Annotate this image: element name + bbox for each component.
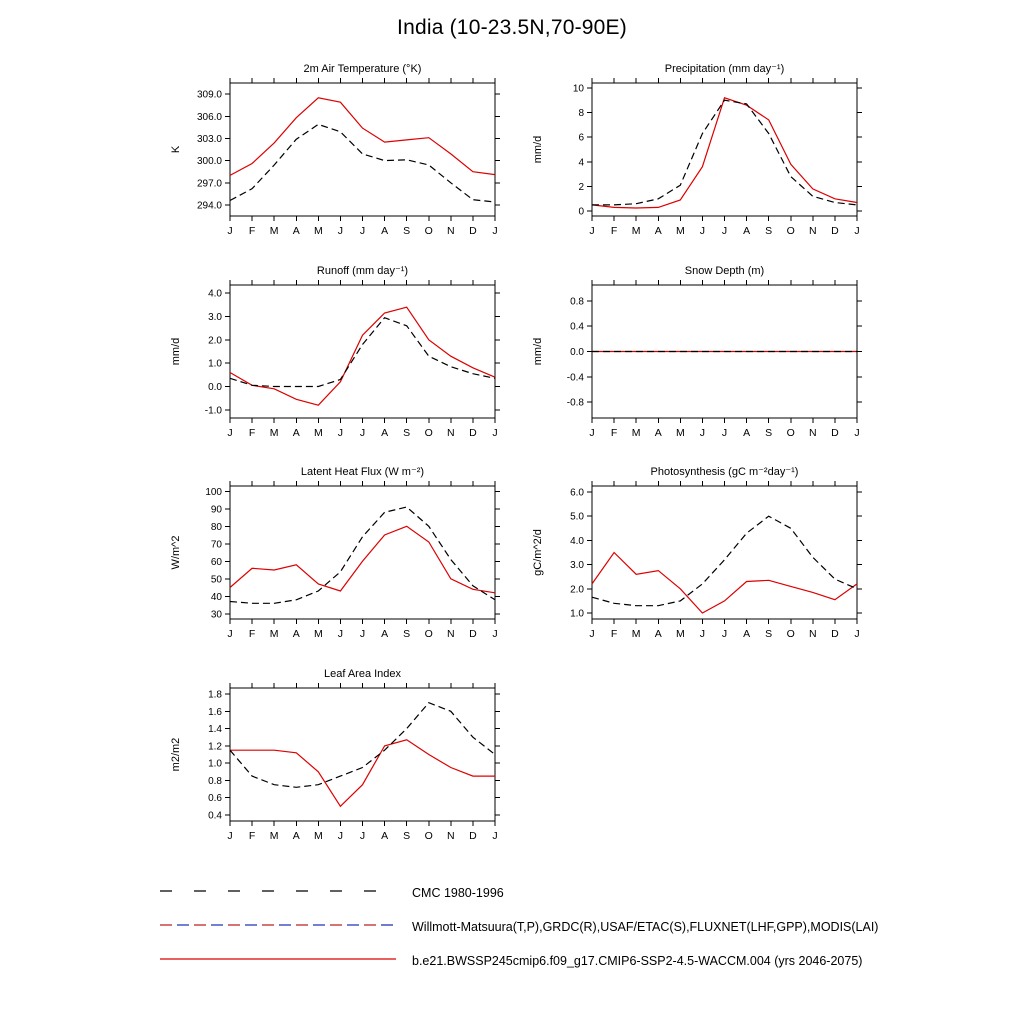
svg-text:J: J (699, 225, 706, 237)
svg-text:F: F (610, 628, 618, 640)
svg-text:3.0: 3.0 (570, 560, 584, 572)
svg-text:N: N (447, 427, 455, 439)
svg-text:M: M (313, 628, 323, 640)
svg-text:297.0: 297.0 (196, 178, 222, 190)
chart-title: Latent Heat Flux (W m⁻²) (300, 466, 425, 478)
svg-text:J: J (337, 427, 344, 439)
model-line (592, 98, 857, 208)
svg-text:S: S (765, 628, 773, 640)
svg-text:1.8: 1.8 (208, 689, 222, 701)
svg-text:0: 0 (578, 206, 584, 218)
svg-text:N: N (809, 427, 817, 439)
chart-svg (527, 260, 867, 465)
svg-text:O: O (424, 427, 433, 439)
svg-text:S: S (403, 427, 411, 439)
svg-text:M: M (269, 628, 279, 640)
svg-text:D: D (831, 628, 839, 640)
svg-text:J: J (359, 830, 366, 842)
svg-text:J: J (227, 225, 233, 237)
svg-text:A: A (743, 427, 751, 439)
svg-text:8: 8 (578, 108, 584, 120)
dashed-line-sample-obs (158, 918, 398, 936)
svg-text:A: A (292, 225, 300, 237)
model-line (230, 307, 495, 405)
svg-text:N: N (447, 628, 455, 640)
dashed-line-sample-cmc (158, 884, 398, 902)
svg-text:J: J (721, 427, 728, 439)
svg-text:0.4: 0.4 (570, 321, 584, 333)
svg-text:M: M (675, 628, 685, 640)
observation-line (592, 100, 857, 205)
panel-latent-heat-flux (165, 461, 505, 666)
svg-text:F: F (248, 427, 256, 439)
svg-text:10: 10 (572, 83, 584, 95)
svg-text:J: J (699, 628, 706, 640)
observation-line (230, 507, 495, 603)
svg-text:5.0: 5.0 (570, 511, 584, 523)
svg-text:N: N (809, 225, 817, 237)
svg-text:J: J (492, 427, 498, 439)
panel-runoff (165, 260, 505, 465)
svg-text:0.6: 0.6 (208, 793, 222, 805)
svg-text:J: J (854, 628, 860, 640)
svg-text:0.4: 0.4 (208, 810, 222, 822)
svg-text:D: D (469, 830, 477, 842)
svg-text:J: J (492, 628, 498, 640)
svg-text:50: 50 (210, 574, 222, 586)
svg-text:30: 30 (210, 609, 222, 621)
svg-text:M: M (313, 225, 323, 237)
svg-text:6: 6 (578, 132, 584, 144)
legend-row-obs (158, 910, 1018, 944)
svg-text:1.2: 1.2 (208, 741, 222, 753)
svg-text:S: S (403, 225, 411, 237)
chart-svg (165, 260, 505, 465)
svg-text:O: O (786, 628, 795, 640)
svg-text:M: M (313, 830, 323, 842)
svg-text:M: M (269, 225, 279, 237)
chart-title: Leaf Area Index (323, 668, 402, 680)
svg-text:J: J (227, 427, 233, 439)
svg-text:J: J (337, 628, 344, 640)
svg-text:M: M (675, 225, 685, 237)
svg-text:2.0: 2.0 (208, 335, 222, 347)
svg-text:1.6: 1.6 (208, 706, 222, 718)
observation-line (230, 318, 495, 387)
svg-text:70: 70 (210, 539, 222, 551)
panel-photosynthesis (527, 461, 867, 666)
chart-svg (165, 58, 505, 263)
svg-text:J: J (589, 628, 595, 640)
legend-label-cmc: CMC 1980-1996 (412, 886, 504, 900)
svg-text:A: A (654, 225, 662, 237)
chart-title: Snow Depth (m) (684, 265, 765, 277)
svg-text:306.0: 306.0 (196, 111, 222, 123)
chart-title: Precipitation (mm day⁻¹) (664, 63, 785, 75)
svg-text:100: 100 (205, 486, 222, 498)
svg-text:80: 80 (210, 521, 222, 533)
svg-text:F: F (248, 225, 256, 237)
legend-row-model (158, 944, 1018, 978)
svg-text:0.8: 0.8 (208, 775, 222, 787)
svg-text:A: A (381, 225, 389, 237)
svg-text:M: M (313, 427, 323, 439)
panel-precipitation (527, 58, 867, 263)
y-axis-label: mm/d (170, 337, 182, 366)
svg-text:O: O (786, 225, 795, 237)
observation-line (230, 124, 495, 202)
svg-text:0.0: 0.0 (570, 347, 584, 358)
chart-svg (527, 461, 867, 666)
svg-text:A: A (381, 628, 389, 640)
chart-title: Photosynthesis (gC m⁻²day⁻¹) (650, 466, 799, 478)
svg-text:60: 60 (210, 556, 222, 568)
svg-text:A: A (381, 830, 389, 842)
observation-line (592, 516, 857, 606)
y-axis-label: gC/m^2/d (532, 529, 544, 576)
svg-text:90: 90 (210, 504, 222, 516)
chart-svg (527, 58, 867, 263)
svg-text:4.0: 4.0 (570, 535, 584, 547)
svg-text:A: A (292, 830, 300, 842)
panel-air-temperature (165, 58, 505, 263)
svg-text:F: F (610, 427, 618, 439)
svg-text:J: J (337, 830, 344, 842)
model-line (230, 740, 495, 807)
svg-text:D: D (469, 225, 477, 237)
y-axis-label: mm/d (532, 135, 544, 164)
svg-text:M: M (269, 427, 279, 439)
svg-text:J: J (227, 830, 233, 842)
svg-text:D: D (831, 225, 839, 237)
svg-text:D: D (469, 628, 477, 640)
svg-text:J: J (589, 225, 595, 237)
legend-label-model: b.e21.BWSSP245cmip6.f09_g17.CMIP6-SSP2-4.5-WACCM.004 (yrs 2046-2075) (412, 954, 863, 968)
svg-text:1.4: 1.4 (208, 724, 222, 736)
svg-text:N: N (447, 225, 455, 237)
legend-label-obs: Willmott-Matsuura(T,P),GRDC(R),USAF/ETAC(S),FLUXNET(LHF,GPP),MODIS(LAI) (412, 920, 879, 934)
svg-text:F: F (248, 628, 256, 640)
svg-text:J: J (492, 830, 498, 842)
svg-text:1.0: 1.0 (208, 358, 222, 370)
svg-text:A: A (654, 427, 662, 439)
svg-text:O: O (424, 628, 433, 640)
svg-text:A: A (381, 427, 389, 439)
legend-row-cmc (158, 876, 1018, 910)
svg-text:J: J (227, 628, 233, 640)
svg-text:303.0: 303.0 (196, 133, 222, 145)
svg-text:M: M (631, 225, 641, 237)
svg-text:J: J (589, 427, 595, 439)
svg-text:-1.0: -1.0 (204, 405, 222, 417)
svg-text:1.0: 1.0 (570, 608, 584, 620)
svg-text:A: A (292, 427, 300, 439)
svg-text:-0.4: -0.4 (566, 372, 584, 384)
legend (158, 876, 1018, 978)
svg-text:O: O (786, 427, 795, 439)
svg-text:1.0: 1.0 (208, 758, 222, 770)
svg-text:4.0: 4.0 (208, 288, 222, 300)
svg-text:300.0: 300.0 (196, 156, 222, 168)
svg-text:40: 40 (210, 591, 222, 603)
svg-text:N: N (809, 628, 817, 640)
svg-text:S: S (765, 225, 773, 237)
svg-text:A: A (654, 628, 662, 640)
svg-text:6.0: 6.0 (570, 487, 584, 499)
svg-text:J: J (854, 427, 860, 439)
svg-text:3.0: 3.0 (208, 312, 222, 323)
svg-text:2: 2 (578, 181, 584, 193)
y-axis-label: K (170, 145, 182, 154)
svg-text:F: F (248, 830, 256, 842)
chart-svg (165, 663, 505, 868)
svg-text:309.0: 309.0 (196, 89, 222, 101)
chart-title: 2m Air Temperature (°K) (303, 63, 422, 75)
svg-text:J: J (359, 427, 366, 439)
svg-text:M: M (631, 427, 641, 439)
svg-text:O: O (424, 830, 433, 842)
svg-text:J: J (699, 427, 706, 439)
svg-text:0.0: 0.0 (208, 382, 222, 393)
chart-title: Runoff (mm day⁻¹) (316, 265, 409, 277)
svg-text:A: A (292, 628, 300, 640)
svg-text:F: F (610, 225, 618, 237)
svg-text:J: J (492, 225, 498, 237)
svg-text:J: J (359, 225, 366, 237)
svg-text:S: S (403, 628, 411, 640)
svg-text:-0.8: -0.8 (566, 397, 584, 409)
svg-text:0.8: 0.8 (570, 296, 584, 308)
panel-snow-depth (527, 260, 867, 465)
model-line (230, 98, 495, 176)
svg-text:M: M (675, 427, 685, 439)
svg-text:J: J (854, 225, 860, 237)
svg-text:M: M (269, 830, 279, 842)
svg-text:2.0: 2.0 (570, 584, 584, 596)
svg-text:A: A (743, 225, 751, 237)
chart-svg (165, 461, 505, 666)
svg-text:D: D (469, 427, 477, 439)
svg-text:J: J (721, 225, 728, 237)
figure-title: India (10-23.5N,70-90E) (397, 16, 627, 39)
solid-line-sample-model (158, 952, 398, 970)
svg-text:M: M (631, 628, 641, 640)
y-axis-label: mm/d (532, 337, 544, 366)
svg-text:A: A (743, 628, 751, 640)
svg-text:4: 4 (578, 157, 584, 169)
svg-text:S: S (403, 830, 411, 842)
y-axis-label: W/m^2 (170, 535, 182, 570)
svg-text:N: N (447, 830, 455, 842)
observation-line (230, 703, 495, 788)
svg-text:J: J (359, 628, 366, 640)
svg-text:J: J (721, 628, 728, 640)
svg-text:O: O (424, 225, 433, 237)
svg-text:D: D (831, 427, 839, 439)
svg-text:S: S (765, 427, 773, 439)
y-axis-label: m2/m2 (170, 737, 182, 772)
panel-leaf-area-index (165, 663, 505, 868)
svg-text:J: J (337, 225, 344, 237)
model-line (230, 526, 495, 593)
svg-text:294.0: 294.0 (196, 200, 222, 212)
